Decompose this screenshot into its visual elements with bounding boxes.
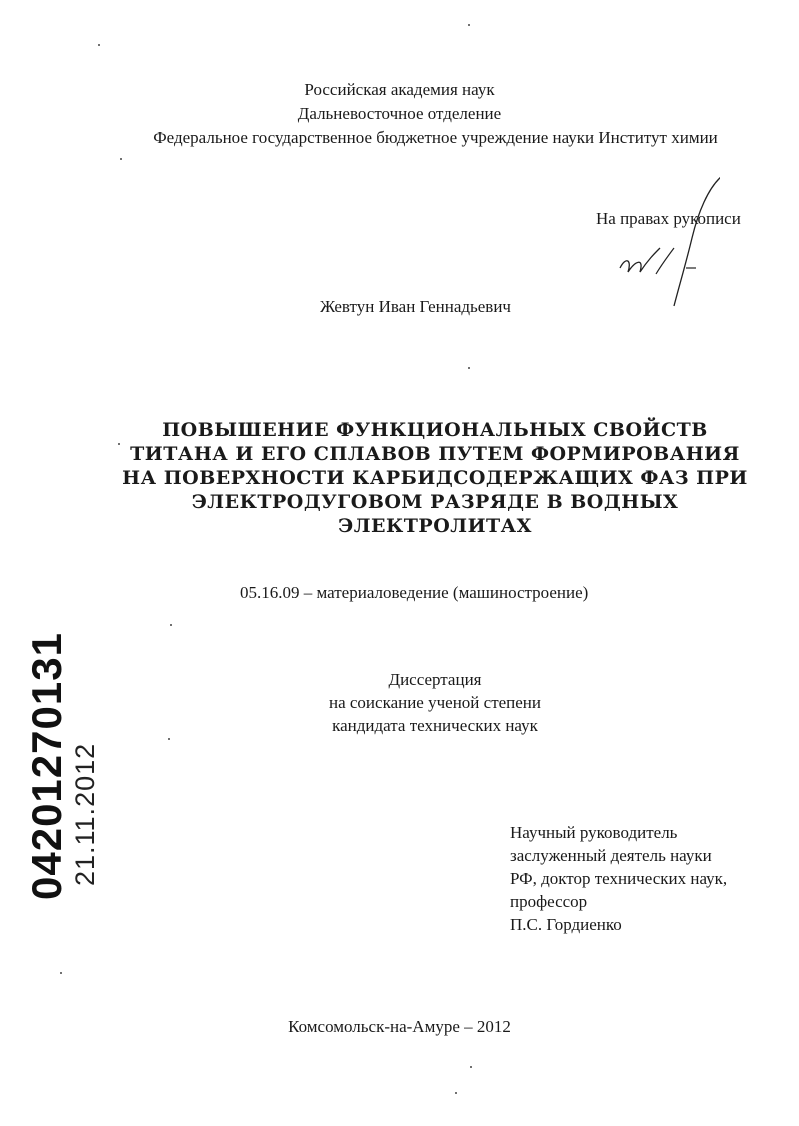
supervisor-line: профессор — [510, 892, 588, 911]
degree-line: кандидата технических наук — [332, 716, 538, 735]
institution-header — [0, 78, 799, 150]
scan-speck — [455, 1092, 457, 1094]
registration-date: 21.11.2012 — [70, 742, 100, 886]
title-line: ПОВЫШЕНИЕ ФУНКЦИОНАЛЬНЫХ СВОЙСТВ — [162, 419, 708, 441]
academy-name: Российская академия наук — [304, 80, 495, 99]
supervisor-name: П.С. Гордиенко — [510, 915, 622, 934]
scan-speck — [120, 158, 122, 160]
branch-name: Дальневосточное отделение — [297, 104, 502, 123]
registration-number: 04201270131 — [23, 632, 70, 900]
library-stamp — [25, 632, 99, 900]
author-name: Жевтун Иван Геннадьевич — [320, 297, 511, 316]
manuscript-rights: На правах рукописи — [596, 209, 741, 228]
scan-speck — [468, 24, 470, 26]
specialty-code: 05.16.09 – материаловедение (машиностроение) — [240, 583, 589, 602]
city-year: Комсомольск-на-Амуре – 2012 — [288, 1017, 511, 1036]
scan-speck — [468, 367, 470, 369]
scan-speck — [168, 738, 170, 740]
handwritten-signature — [600, 168, 720, 308]
dissertation-degree — [300, 668, 570, 737]
degree-line: на соискание ученой степени — [328, 693, 542, 712]
supervisor-line: РФ, доктор технических наук, — [510, 869, 728, 888]
title-line: ТИТАНА И ЕГО СПЛАВОВ ПУТЕМ ФОРМИРОВАНИЯ — [130, 443, 740, 465]
scientific-supervisor — [510, 821, 727, 936]
scan-speck — [98, 44, 100, 46]
scan-speck — [170, 624, 172, 626]
scan-speck — [470, 1066, 472, 1068]
scan-speck — [118, 443, 120, 445]
supervisor-line: Научный руководитель — [510, 823, 678, 842]
degree-line: Диссертация — [388, 670, 482, 689]
scan-speck — [60, 972, 62, 974]
title-line: ЭЛЕКТРОДУГОВОМ РАЗРЯДЕ В ВОДНЫХ — [191, 491, 679, 513]
dissertation-title — [120, 418, 750, 538]
institute-name: Федеральное государственное бюджетное учреждение науки Институт химии — [153, 128, 718, 147]
title-line: НА ПОВЕРХНОСТИ КАРБИДСОДЕРЖАЩИХ ФАЗ ПРИ — [122, 467, 748, 489]
supervisor-line: заслуженный деятель науки — [510, 846, 712, 865]
title-line: ЭЛЕКТРОЛИТАХ — [338, 515, 532, 537]
